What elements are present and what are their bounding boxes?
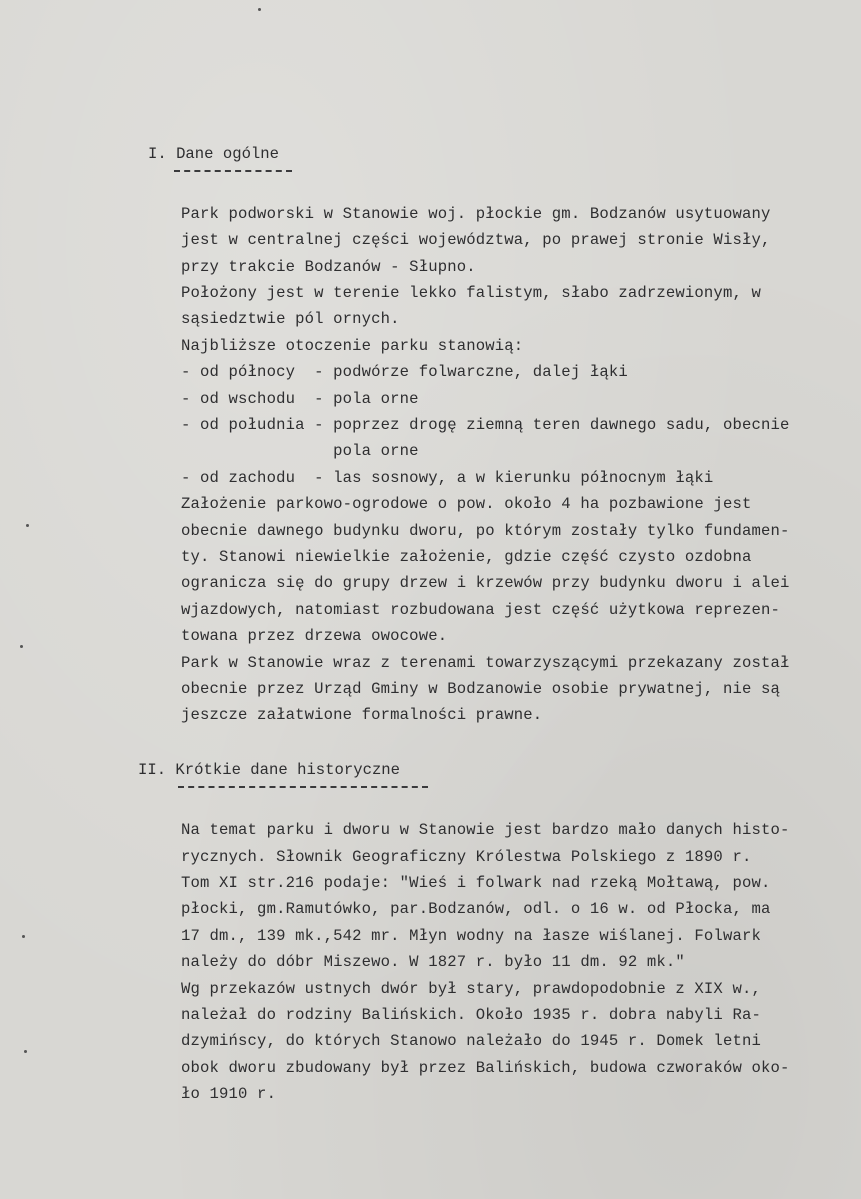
text-line: - od wschodu - pola orne [181,390,419,408]
scan-speck [24,1050,27,1053]
text-line: przy trakcie Bodzanów - Słupno. [181,258,476,276]
section-heading-1: I. Dane ogólne [148,145,280,163]
text-line: 17 dm., 139 mk.,542 mr. Młyn wodny na łasze wiślanej. Folwark [181,927,761,945]
heading-underline-1 [174,170,292,172]
text-line: Park podworski w Stanowie woj. płockie gm. Bodzanów usytuowany [181,205,771,223]
text-line: - od zachodu - las sosnowy, a w kierunku północnym łąki [181,469,714,487]
section-heading-2: II. Krótkie dane historyczne [138,761,401,779]
text-line: obecnie dawnego budynku dworu, po którym zostały tylko fundamen- [181,522,790,540]
text-line: Założenie parkowo-ogrodowe o pow. około 4 ha pozbawione jest [181,495,752,513]
scan-speck [26,524,29,527]
text-line: obok dworu zbudowany był przez Balińskich, budowa czworaków oko- [181,1059,790,1077]
text-line: płocki, gm.Ramutówko, par.Bodzanów, odl. o 16 w. od Płocka, ma [181,900,771,918]
text-line: Najbliższe otoczenie parku stanowią: [181,337,524,355]
scan-speck [22,935,25,938]
text-line: ty. Stanowi niewielkie założenie, gdzie część czysto ozdobna [181,548,752,566]
text-line: sąsiedztwie pól ornych. [181,310,400,328]
heading-underline-2 [178,786,428,788]
scan-speck [258,8,261,11]
text-line: Park w Stanowie wraz z terenami towarzyszącymi przekazany został [181,654,790,672]
text-line: - od północy - podwórze folwarczne, dalej łąki [181,363,628,381]
text-line: pola orne [181,442,419,460]
scan-speck [20,645,23,648]
text-line: Wg przekazów ustnych dwór był stary, prawdopodobnie z XIX w., [181,980,761,998]
text-line: należy do dóbr Miszewo. W 1827 r. było 11 dm. 92 mk." [181,953,685,971]
text-line: dzymińscy, do których Stanowo należało do 1945 r. Domek letni [181,1032,761,1050]
text-line: jeszcze załatwione formalności prawne. [181,706,543,724]
text-line: rycznych. Słownik Geograficzny Królestwa Polskiego z 1890 r. [181,848,752,866]
text-line: jest w centralnej części województwa, po prawej stronie Wisły, [181,231,771,249]
text-line: Na temat parku i dworu w Stanowie jest bardzo mało danych histo- [181,821,790,839]
text-line: Położony jest w terenie lekko falistym, słabo zadrzewionym, w [181,284,761,302]
text-line: Tom XI str.216 podaje: "Wieś i folwark nad rzeką Mołtawą, pow. [181,874,771,892]
text-line: obecnie przez Urząd Gminy w Bodzanowie osobie prywatnej, nie są [181,680,780,698]
text-line: należał do rodziny Balińskich. Około 1935 r. dobra nabyli Ra- [181,1006,761,1024]
text-line: ogranicza się do grupy drzew i krzewów przy budynku dworu i alei [181,574,790,592]
text-line: wjazdowych, natomiast rozbudowana jest część użytkowa reprezen- [181,601,780,619]
text-line: ło 1910 r. [181,1085,277,1103]
text-line: - od południa - poprzez drogę ziemną teren dawnego sadu, obecnie [181,416,790,434]
text-line: towana przez drzewa owocowe. [181,627,448,645]
